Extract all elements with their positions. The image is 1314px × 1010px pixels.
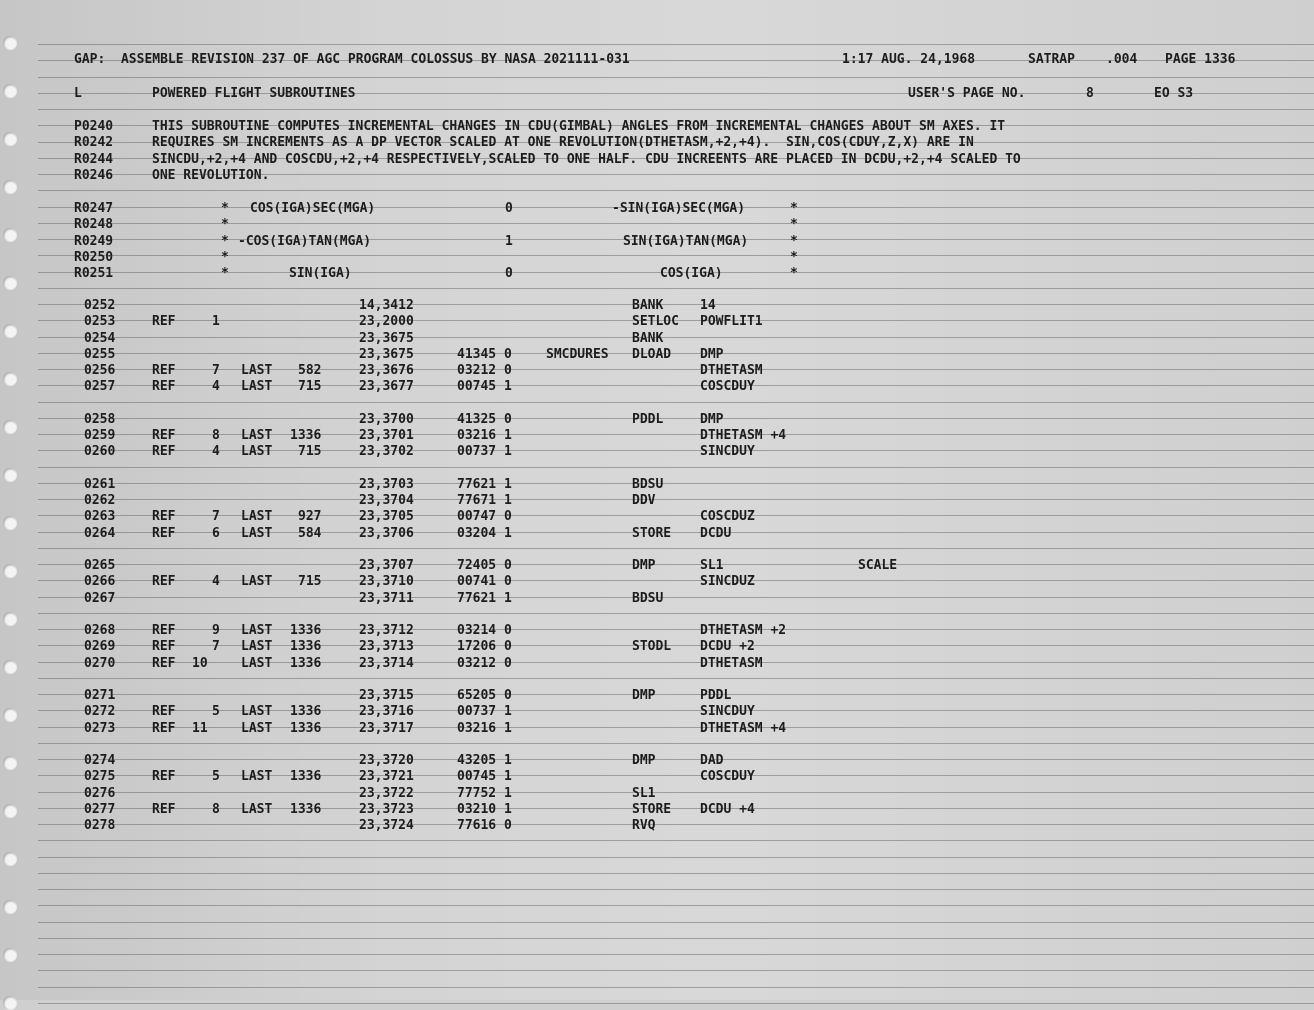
last-keyword: LAST	[241, 721, 273, 736]
octal-word: 00741 0	[457, 574, 512, 589]
ruled-line	[38, 873, 1314, 874]
operand: COSCDUY	[700, 769, 755, 784]
ruled-line	[38, 938, 1314, 939]
matrix-star-left: *	[221, 234, 229, 249]
last-keyword: LAST	[241, 428, 273, 443]
ruled-line	[38, 970, 1314, 971]
octal-word: 43205 1	[457, 753, 512, 768]
opcode: STODL	[632, 639, 672, 654]
ruled-line	[38, 613, 1314, 614]
opcode: BDSU	[632, 477, 664, 492]
last-keyword: LAST	[241, 526, 273, 541]
octal-word: 00737 1	[457, 444, 512, 459]
ruled-line	[38, 288, 1314, 289]
line-number: 0274	[84, 753, 116, 768]
ref-count: 9	[212, 623, 220, 638]
operand: COSCDUZ	[700, 509, 755, 524]
line-number: 0262	[84, 493, 116, 508]
feed-hole	[3, 372, 17, 386]
ruled-line	[38, 385, 1314, 386]
opcode: SL1	[632, 786, 656, 801]
matrix-col-2: 1	[505, 234, 513, 249]
comment-text: ONE REVOLUTION.	[152, 168, 270, 183]
octal-word: 77621 1	[457, 477, 512, 492]
header-page: PAGE 1336	[1165, 52, 1236, 67]
header-author: SATRAP	[1028, 52, 1075, 67]
line-id: R0244	[74, 152, 114, 167]
ref-keyword: REF	[152, 704, 176, 719]
address: 23,3710	[359, 574, 414, 589]
header-date: 1:17 AUG. 24,1968	[842, 52, 976, 67]
feed-hole	[3, 756, 17, 770]
ref-count: 4	[212, 444, 220, 459]
line-number: 0269	[84, 639, 116, 654]
ref-count: 4	[212, 379, 220, 394]
address: 14,3412	[359, 298, 414, 313]
address: 23,3705	[359, 509, 414, 524]
ruled-line	[38, 223, 1314, 224]
ruled-line	[38, 775, 1314, 776]
opcode: DMP	[632, 753, 656, 768]
ruled-line	[38, 434, 1314, 435]
operand: DTHETASM	[700, 656, 763, 671]
last-keyword: LAST	[241, 639, 273, 654]
ruled-line	[38, 824, 1314, 825]
address: 23,3677	[359, 379, 414, 394]
listing-subheader	[0, 86, 1194, 102]
operand: DTHETASM +2	[700, 623, 787, 638]
last-keyword: LAST	[241, 656, 273, 671]
octal-word: 03214 0	[457, 623, 512, 638]
octal-word: 03212 0	[457, 656, 512, 671]
matrix-star-left: *	[221, 266, 229, 281]
ref-count: 5	[212, 769, 220, 784]
operand: DTHETASM +4	[700, 721, 787, 736]
matrix-star-right: *	[790, 201, 798, 216]
users-page-number: 8	[1086, 86, 1094, 101]
ref-keyword: REF	[152, 721, 176, 736]
ruled-line	[38, 369, 1314, 370]
ruled-line	[38, 467, 1314, 468]
line-number: 0264	[84, 526, 116, 541]
address: 23,3706	[359, 526, 414, 541]
label: SMCDURES	[546, 347, 609, 362]
line-number: 0268	[84, 623, 116, 638]
matrix-col-2: 0	[505, 201, 513, 216]
listing-header	[0, 52, 1236, 68]
ref-keyword: REF	[152, 526, 176, 541]
line-number: 0253	[84, 314, 116, 329]
users-page-label: USER'S PAGE NO.	[908, 86, 1026, 101]
feed-hole	[3, 612, 17, 626]
ruled-line	[38, 808, 1314, 809]
last-page: 1336	[290, 721, 322, 736]
line-number: 0252	[84, 298, 116, 313]
line-number: 0275	[84, 769, 116, 784]
last-page: 1336	[290, 704, 322, 719]
last-page: 927	[298, 509, 322, 524]
matrix-star-right: *	[790, 266, 798, 281]
ref-count: 8	[212, 802, 220, 817]
feed-hole	[3, 660, 17, 674]
ruled-line	[38, 629, 1314, 630]
ruled-line	[38, 889, 1314, 890]
last-page: 715	[298, 379, 322, 394]
line-number: 0261	[84, 477, 116, 492]
address: 23,3702	[359, 444, 414, 459]
matrix-col-1: SIN(IGA)	[289, 266, 352, 281]
feed-hole	[3, 324, 17, 338]
feed-hole	[3, 468, 17, 482]
line-number: 0258	[84, 412, 116, 427]
matrix-col-1: -COS(IGA)TAN(MGA)	[238, 234, 372, 249]
opcode: RVQ	[632, 818, 656, 833]
ruled-line	[38, 190, 1314, 191]
address: 23,3704	[359, 493, 414, 508]
feed-hole	[3, 36, 17, 50]
opcode: STORE	[632, 526, 672, 541]
octal-word: 41345 0	[457, 347, 512, 362]
opcode: PDDL	[632, 412, 664, 427]
ref-keyword: REF	[152, 363, 176, 378]
ruled-line	[38, 710, 1314, 711]
ref-count: 4	[212, 574, 220, 589]
eo-code: EO S3	[1154, 86, 1194, 101]
address: 23,3700	[359, 412, 414, 427]
operand: DCDU +4	[700, 802, 755, 817]
last-page: 1336	[290, 639, 322, 654]
line-id: R0249	[74, 234, 114, 249]
line-number: 0259	[84, 428, 116, 443]
operand: PDDL	[700, 688, 732, 703]
ruled-line	[38, 792, 1314, 793]
last-keyword: LAST	[241, 769, 273, 784]
address: 23,3675	[359, 347, 414, 362]
address: 23,3717	[359, 721, 414, 736]
octal-word: 00737 1	[457, 704, 512, 719]
octal-word: 00745 1	[457, 769, 512, 784]
octal-word: 77616 0	[457, 818, 512, 833]
line-number: 0263	[84, 509, 116, 524]
last-keyword: LAST	[241, 509, 273, 524]
ruled-line	[38, 954, 1314, 955]
opcode: BANK	[632, 331, 664, 346]
line-number: 0260	[84, 444, 116, 459]
line-id: R0246	[74, 168, 114, 183]
address: 23,3723	[359, 802, 414, 817]
matrix-col-3: SIN(IGA)TAN(MGA)	[623, 234, 749, 249]
octal-word: 03212 0	[457, 363, 512, 378]
matrix-star-right: *	[790, 217, 798, 232]
opcode: STORE	[632, 802, 672, 817]
ref-keyword: REF	[152, 428, 176, 443]
ruled-line	[38, 532, 1314, 533]
ruled-line	[38, 337, 1314, 338]
last-keyword: LAST	[241, 574, 273, 589]
feed-hole	[3, 420, 17, 434]
line-number: 0278	[84, 818, 116, 833]
matrix-col-1: COS(IGA)SEC(MGA)	[250, 201, 376, 216]
address: 23,3724	[359, 818, 414, 833]
opcode: BANK	[632, 298, 664, 313]
ref-count: 7	[212, 363, 220, 378]
address: 23,3712	[359, 623, 414, 638]
octal-word: 77752 1	[457, 786, 512, 801]
line-number: 0277	[84, 802, 116, 817]
last-page: 715	[298, 574, 322, 589]
octal-word: 00745 1	[457, 379, 512, 394]
line-id: R0250	[74, 250, 114, 265]
address: 23,3716	[359, 704, 414, 719]
octal-word: 41325 0	[457, 412, 512, 427]
ruled-line	[38, 548, 1314, 549]
ruled-line	[38, 564, 1314, 565]
address: 23,3714	[359, 656, 414, 671]
operand: POWFLIT1	[700, 314, 763, 329]
feed-hole	[3, 900, 17, 914]
line-id: R0242	[74, 135, 114, 150]
last-page: 1336	[290, 428, 322, 443]
operand: SL1	[700, 558, 724, 573]
ruled-line	[38, 418, 1314, 419]
ruled-line	[38, 304, 1314, 305]
ruled-line	[38, 694, 1314, 695]
operand: DAD	[700, 753, 724, 768]
ref-keyword: REF	[152, 379, 176, 394]
octal-word: 03204 1	[457, 526, 512, 541]
last-page: 584	[298, 526, 322, 541]
opcode: BDSU	[632, 591, 664, 606]
ruled-line	[38, 1003, 1314, 1004]
operand: DTHETASM	[700, 363, 763, 378]
address: 23,3676	[359, 363, 414, 378]
feed-hole	[3, 708, 17, 722]
last-page: 715	[298, 444, 322, 459]
ruled-line	[38, 109, 1314, 110]
last-keyword: LAST	[241, 623, 273, 638]
ruled-line	[38, 255, 1314, 256]
line-number: 0273	[84, 721, 116, 736]
opcode: DMP	[632, 688, 656, 703]
feed-hole	[3, 276, 17, 290]
ruled-line	[38, 402, 1314, 403]
ref-keyword: REF	[152, 574, 176, 589]
ref-keyword: REF	[152, 656, 176, 671]
matrix-star-left: *	[221, 217, 229, 232]
octal-word: 17206 0	[457, 639, 512, 654]
last-keyword: LAST	[241, 363, 273, 378]
ruled-line	[38, 77, 1314, 78]
ruled-line	[38, 922, 1314, 923]
matrix-star-left: *	[221, 201, 229, 216]
ruled-line	[38, 678, 1314, 679]
ruled-line	[38, 743, 1314, 744]
ref-count: 10	[192, 656, 208, 671]
operand: DMP	[700, 347, 724, 362]
ref-count: 8	[212, 428, 220, 443]
ruled-line	[38, 662, 1314, 663]
ref-keyword: REF	[152, 639, 176, 654]
ruled-line	[38, 499, 1314, 500]
ruled-line	[38, 580, 1314, 581]
ref-count: 7	[212, 509, 220, 524]
octal-word: 77671 1	[457, 493, 512, 508]
operand: DCDU +2	[700, 639, 755, 654]
line-number: 0271	[84, 688, 116, 703]
ref-keyword: REF	[152, 509, 176, 524]
address: 23,3675	[359, 331, 414, 346]
code-comment: SCALE	[858, 558, 898, 573]
ruled-line	[38, 450, 1314, 451]
operand: DTHETASM +4	[700, 428, 787, 443]
comment-text: REQUIRES SM INCREMENTS AS A DP VECTOR SCALED AT ONE REVOLUTION(DTHETASM,+2,+4). SIN,COS(CDUY,Z,X) ARE IN	[152, 135, 974, 150]
ruled-line	[38, 759, 1314, 760]
operand: SINCDUY	[700, 444, 755, 459]
feed-hole	[3, 516, 17, 530]
operand: COSCDUY	[700, 379, 755, 394]
ruled-line	[38, 483, 1314, 484]
comment-text: SINCDU,+2,+4 AND COSCDU,+2,+4 RESPECTIVELY,SCALED TO ONE HALF. CDU INCREENTS ARE PLACED IN DCDU,+2,+4 SCALED TO	[152, 152, 1021, 167]
ref-keyword: REF	[152, 623, 176, 638]
octal-word: 00747 0	[457, 509, 512, 524]
operand: SINCDUZ	[700, 574, 755, 589]
last-keyword: LAST	[241, 444, 273, 459]
operand: DMP	[700, 412, 724, 427]
opcode: SETLOC	[632, 314, 679, 329]
ruled-line	[38, 515, 1314, 516]
address: 23,3713	[359, 639, 414, 654]
feed-hole	[3, 996, 17, 1010]
matrix-col-3: COS(IGA)	[660, 266, 723, 281]
address: 23,3703	[359, 477, 414, 492]
ref-count: 5	[212, 704, 220, 719]
operand: 14	[700, 298, 716, 313]
ref-keyword: REF	[152, 314, 176, 329]
ref-count: 1	[212, 314, 220, 329]
address: 23,3722	[359, 786, 414, 801]
line-id: R0251	[74, 266, 114, 281]
ref-count: 6	[212, 526, 220, 541]
ruled-line	[38, 645, 1314, 646]
octal-word: 65205 0	[457, 688, 512, 703]
subheader-title: POWERED FLIGHT SUBROUTINES	[152, 86, 356, 101]
matrix-col-3: -SIN(IGA)SEC(MGA)	[612, 201, 746, 216]
address: 23,3720	[359, 753, 414, 768]
ref-count: 7	[212, 639, 220, 654]
last-page: 1336	[290, 656, 322, 671]
comment-text: THIS SUBROUTINE COMPUTES INCREMENTAL CHANGES IN CDU(GIMBAL) ANGLES FROM INCREMENTAL CHANGES ABOUT SM AXES. IT	[152, 119, 1006, 134]
last-page: 1336	[290, 769, 322, 784]
matrix-star-right: *	[790, 234, 798, 249]
ruled-line	[38, 987, 1314, 988]
address: 23,2000	[359, 314, 414, 329]
line-number: 0276	[84, 786, 116, 801]
feed-hole	[3, 804, 17, 818]
line-number: 0267	[84, 591, 116, 606]
last-page: 582	[298, 363, 322, 378]
ruled-line	[38, 353, 1314, 354]
opcode: DLOAD	[632, 347, 672, 362]
matrix-col-2: 0	[505, 266, 513, 281]
address: 23,3711	[359, 591, 414, 606]
header-version: .004	[1106, 52, 1138, 67]
ref-keyword: REF	[152, 444, 176, 459]
last-keyword: LAST	[241, 802, 273, 817]
line-number: 0265	[84, 558, 116, 573]
line-number: 0270	[84, 656, 116, 671]
ref-count: 11	[192, 721, 208, 736]
line-id: P0240	[74, 119, 114, 134]
last-page: 1336	[290, 802, 322, 817]
octal-word: 03210 1	[457, 802, 512, 817]
octal-word: 03216 1	[457, 428, 512, 443]
line-number: 0272	[84, 704, 116, 719]
subheader-type: L	[74, 86, 82, 101]
feed-hole	[3, 228, 17, 242]
last-page: 1336	[290, 623, 322, 638]
address: 23,3721	[359, 769, 414, 784]
feed-hole	[3, 948, 17, 962]
matrix-star-left: *	[221, 250, 229, 265]
octal-word: 72405 0	[457, 558, 512, 573]
octal-word: 03216 1	[457, 721, 512, 736]
ruled-line	[38, 44, 1314, 45]
ref-keyword: REF	[152, 802, 176, 817]
line-number: 0257	[84, 379, 116, 394]
ruled-line	[38, 857, 1314, 858]
line-number: 0255	[84, 347, 116, 362]
opcode: DMP	[632, 558, 656, 573]
line-id: R0248	[74, 217, 114, 232]
header-title: GAP: ASSEMBLE REVISION 237 OF AGC PROGRAM COLOSSUS BY NASA 2021111-031	[74, 52, 630, 67]
operand: SINCDUY	[700, 704, 755, 719]
ruled-line	[38, 727, 1314, 728]
ruled-line	[38, 905, 1314, 906]
line-number: 0254	[84, 331, 116, 346]
line-number: 0266	[84, 574, 116, 589]
line-number: 0256	[84, 363, 116, 378]
line-id: R0247	[74, 201, 114, 216]
ref-keyword: REF	[152, 769, 176, 784]
octal-word: 77621 1	[457, 591, 512, 606]
address: 23,3701	[359, 428, 414, 443]
ruled-line	[38, 597, 1314, 598]
last-keyword: LAST	[241, 379, 273, 394]
ruled-line	[38, 840, 1314, 841]
opcode: DDV	[632, 493, 656, 508]
feed-hole	[3, 852, 17, 866]
feed-hole	[3, 564, 17, 578]
operand: DCDU	[700, 526, 732, 541]
address: 23,3715	[359, 688, 414, 703]
address: 23,3707	[359, 558, 414, 573]
last-keyword: LAST	[241, 704, 273, 719]
matrix-star-right: *	[790, 250, 798, 265]
